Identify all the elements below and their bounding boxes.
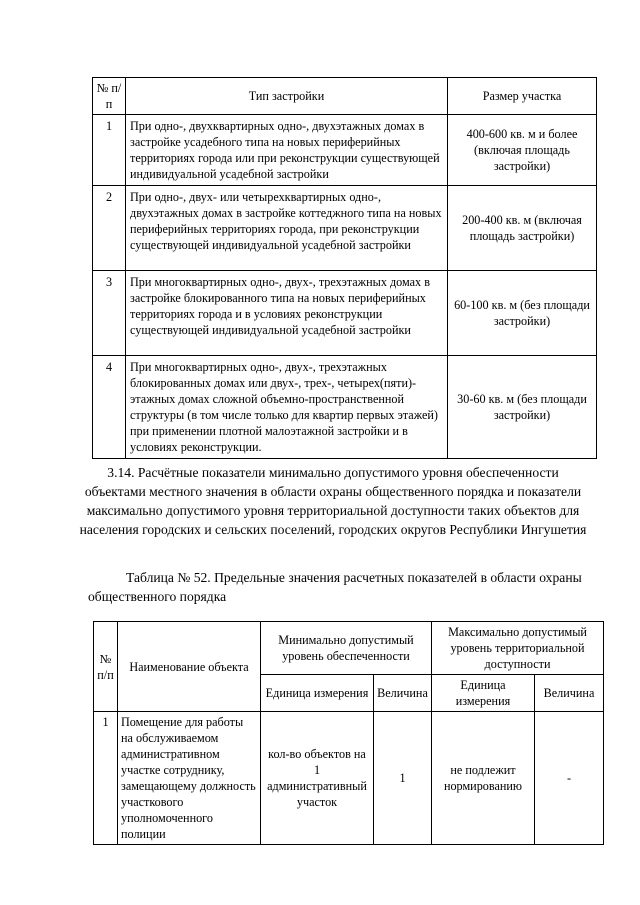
header-type: Тип застройки [126, 78, 448, 115]
row-max-value: - [535, 712, 604, 845]
header-min-group: Минимально допустимый уровень обеспеченности [261, 622, 432, 675]
plot-size-table [92, 77, 597, 459]
table-caption: Таблица № 52. Предельные значения расчетных показателей в области охраны общественного порядка [88, 570, 582, 604]
row-max-unit: не подлежит нормированию [432, 712, 535, 845]
row-num: 3 [93, 271, 126, 356]
row-type: При одно-, двух- или четырехквартирных одно-, двухэтажных домах в застройке коттеджного типа на новых периферийных территориях города, при реконструкции существующей индивидуальной усадебной застройки [126, 186, 448, 271]
table-row [93, 186, 597, 271]
row-num: 1 [94, 712, 118, 845]
public-order-table [93, 621, 604, 845]
row-name: Помещение для работы на обслуживаемом административном участке сотруднику, замещающему должность участкового уполномоченного полиции [118, 712, 261, 845]
table-row [93, 356, 597, 459]
row-type: При многоквартирных одно-, двух-, трехэтажных блокированных домах или двух-, трех-, четырех(пяти)-этажных домах сложной объемно-пространственной структуры (в том числе только для квартир первых этажей) при применении плотной малоэтажной застройки и в условиях реконструкции. [126, 356, 448, 459]
header-max-value: Величина [535, 675, 604, 712]
table-row [93, 115, 597, 186]
header-min-value: Величина [374, 675, 432, 712]
row-min-unit: кол-во объектов на 1 административный участок [261, 712, 374, 845]
row-type: При одно-, двухквартирных одно-, двухэтажных домах в застройке усадебного типа на новых периферийных территориях города или при реконструкции существующей индивидуальной усадебной застройки [126, 115, 448, 186]
row-num: 1 [93, 115, 126, 186]
header-size: Размер участка [448, 78, 597, 115]
row-size: 200-400 кв. м (включая площадь застройки) [448, 186, 597, 271]
header-name: Наименование объекта [118, 622, 261, 712]
row-size: 400-600 кв. м и более (включая площадь застройки) [448, 115, 597, 186]
header-max-group: Максимально допустимый уровень территориальной доступности [432, 622, 604, 675]
row-size: 60-100 кв. м (без площади застройки) [448, 271, 597, 356]
table-header-row [94, 622, 604, 675]
header-num: № п/п [94, 622, 118, 712]
section-heading: 3.14. Расчётные показатели минимально допустимого уровня обеспеченности объектами местного значения в области охраны общественного порядка и показатели максимально допустимого уровня территориальной доступности таких объектов для населения городских и сельских поселений, городских округов Республики Ингушетия [79, 465, 587, 537]
row-type: При многоквартирных одно-, двух-, трехэтажных домах в застройке блокированного типа на новых периферийных территориях города и в условиях реконструкции существующей индивидуальной усадебной застройки [126, 271, 448, 356]
row-num: 4 [93, 356, 126, 459]
header-min-unit: Единица измерения [261, 675, 374, 712]
row-num: 2 [93, 186, 126, 271]
header-max-unit: Единица измерения [432, 675, 535, 712]
table-row [94, 712, 604, 845]
table-header-row [93, 78, 597, 115]
row-min-value: 1 [374, 712, 432, 845]
row-size: 30-60 кв. м (без площади застройки) [448, 356, 597, 459]
header-num: № п/п [93, 78, 126, 115]
table-row [93, 271, 597, 356]
